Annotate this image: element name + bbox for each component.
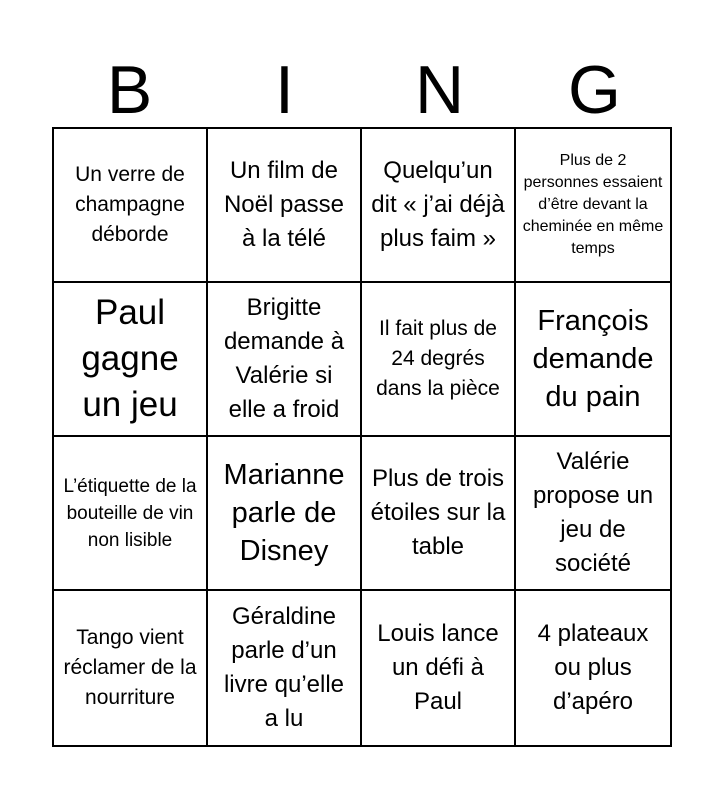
bingo-cell-r2-c1[interactable] [54, 283, 208, 437]
bingo-cell-r2-c3[interactable] [362, 283, 516, 437]
header-letter-n: N [414, 52, 465, 128]
header-letter-i: I [275, 52, 294, 128]
bingo-cell-text: Valérie propose un jeu de société [532, 448, 654, 577]
bingo-cell-text: L’étiquette de la bouteille de vin non lisible [63, 475, 197, 551]
bingo-cell-text: Géraldine parle d’un livre qu’elle a lu [223, 603, 345, 732]
bingo-cell-text: Plus de trois étoiles sur la table [370, 465, 506, 560]
bingo-cell-text: François demande du pain [532, 305, 654, 413]
bingo-cell-r3-c2[interactable] [208, 437, 362, 591]
bingo-cell-text: Louis lance un défi à Paul [377, 620, 499, 715]
bingo-cell-text: Il fait plus de 24 degrés dans la pièce [376, 317, 500, 400]
header-letter-b: B [106, 52, 153, 128]
bingo-cell-r4-c2[interactable] [208, 591, 362, 745]
bingo-cell-text: 4 plateaux ou plus d’apéro [537, 620, 649, 715]
bingo-cell-text: Un film de Noël passe à la télé [223, 157, 345, 252]
bingo-cell-r1-c3[interactable] [362, 129, 516, 283]
bingo-cell-text: Quelqu’un dit « j’ai déjà plus faim » [371, 157, 505, 252]
header-letter-g: G [568, 52, 621, 128]
bingo-cell-text: Paul gagne un jeu [81, 293, 179, 424]
bingo-cell-text: Brigitte demande à Valérie si elle a froid [223, 294, 345, 423]
bingo-board [52, 127, 672, 747]
bingo-cell-r4-c1[interactable] [54, 591, 208, 745]
bingo-cell-text: Marianne parle de Disney [223, 459, 345, 567]
bingo-cell-r4-c3[interactable] [362, 591, 516, 745]
bingo-cell-r3-c3[interactable] [362, 437, 516, 591]
bingo-cell-r2-c2[interactable] [208, 283, 362, 437]
bingo-cell-r3-c1[interactable] [54, 437, 208, 591]
bingo-cell-r1-c4[interactable] [516, 129, 670, 283]
bingo-header [52, 52, 672, 128]
bingo-cell-text: Tango vient réclamer de la nourriture [63, 626, 197, 709]
bingo-cell-r1-c2[interactable] [208, 129, 362, 283]
bingo-cell-r2-c4[interactable] [516, 283, 670, 437]
bingo-cell-r1-c1[interactable] [54, 129, 208, 283]
bingo-cell-text: Un verre de champagne déborde [75, 163, 185, 246]
bingo-cell-r3-c4[interactable] [516, 437, 670, 591]
bingo-cell-text: Plus de 2 personnes essaient d’être devant la cheminée en même temps [522, 152, 664, 257]
bingo-cell-r4-c4[interactable] [516, 591, 670, 745]
